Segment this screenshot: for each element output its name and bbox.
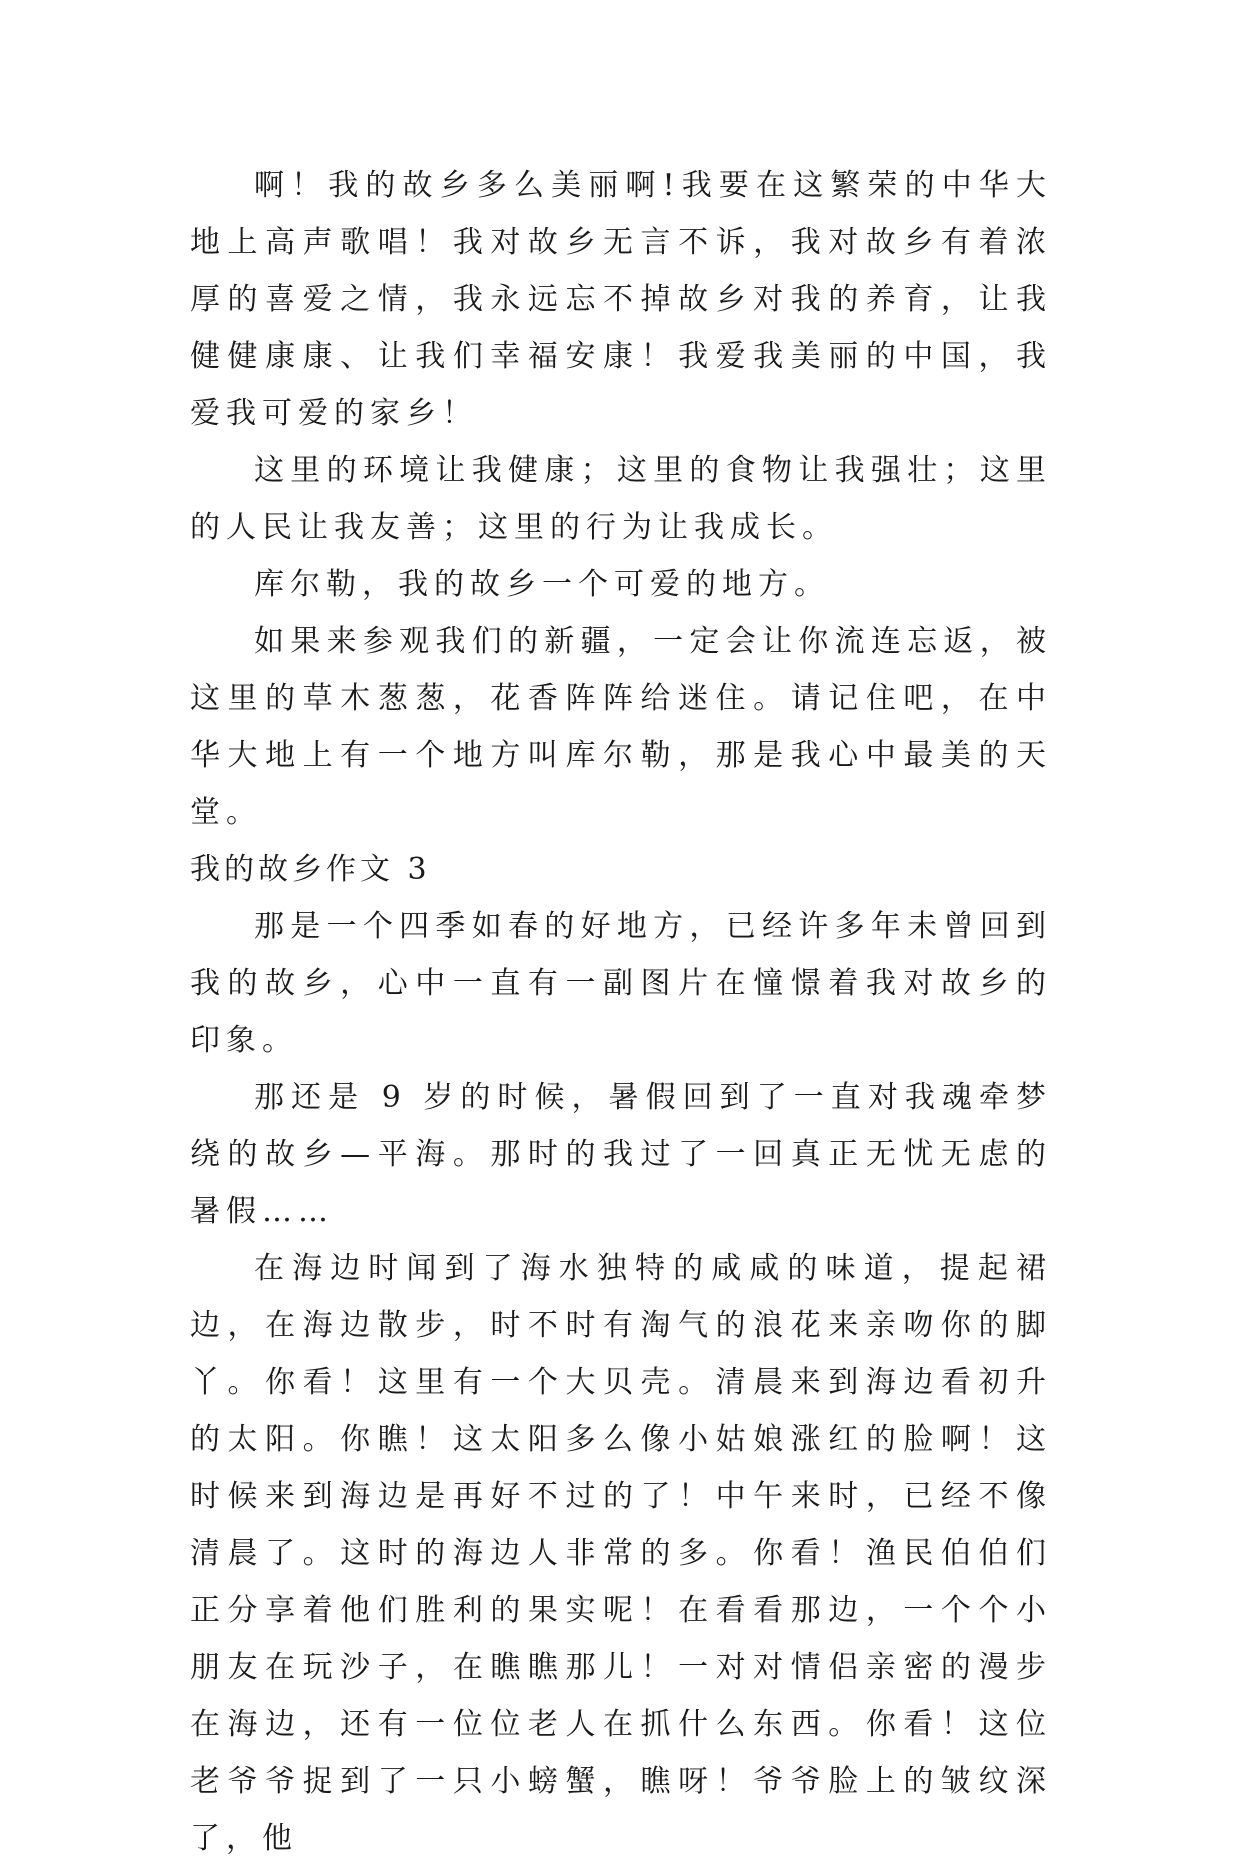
paragraph: 如果来参观我们的新疆，一定会让你流连忘返，被这里的草木葱葱，花香阵阵给迷住。请记住吧，在中华大地上有一个地方叫库尔勒，那是我心中最美的天堂。: [190, 624, 1052, 830]
document-body: [190, 157, 1052, 1867]
section-heading: 我的故乡作文 3: [190, 852, 431, 887]
paragraph: 那是一个四季如春的好地方，已经许多年未曾回到我的故乡，心中一直有一副图片在憧憬着我对故乡的印象。: [190, 909, 1052, 1058]
paragraph: 库尔勒，我的故乡一个可爱的地方。: [254, 567, 830, 602]
paragraph: 那还是 9 岁的时候，暑假回到了一直对我魂牵梦绕的故乡—平海。那时的我过了一回真正无忧无虑的暑假……: [190, 1080, 1052, 1229]
paragraph: 在海边时闻到了海水独特的咸咸的味道，提起裙边，在海边散步，时不时有淘气的浪花来亲吻你的脚丫。你看！这里有一个大贝壳。清晨来到海边看初升的太阳。你瞧！这太阳多么像小姑娘涨红的脸啊！这时候来到海边是再好不过的了！中午来时，已经不像清晨了。这时的海边人非常的多。你看！渔民伯伯们正分享着他们胜利的果实呢！在看看那边，一个个小朋友在玩沙子，在瞧瞧那儿！一对对情侣亲密的漫步在海边，还有一位位老人在抓什么东西。你看！这位老爷爷捉到了一只小螃蟹，瞧呀！爷爷脸上的皱纹深了，他: [190, 1251, 1052, 1856]
paragraph: 啊！我的故乡多么美丽啊!我要在这繁荣的中华大地上高声歌唱！我对故乡无言不诉，我对故乡有着浓厚的喜爱之情，我永远忘不掉故乡对我的养育，让我健健康康、让我们幸福安康！我爱我美丽的中国，我爱我可爱的家乡！: [190, 168, 1052, 431]
paragraph: 这里的环境让我健康；这里的食物让我强壮；这里的人民让我友善；这里的行为让我成长。: [190, 453, 1052, 545]
